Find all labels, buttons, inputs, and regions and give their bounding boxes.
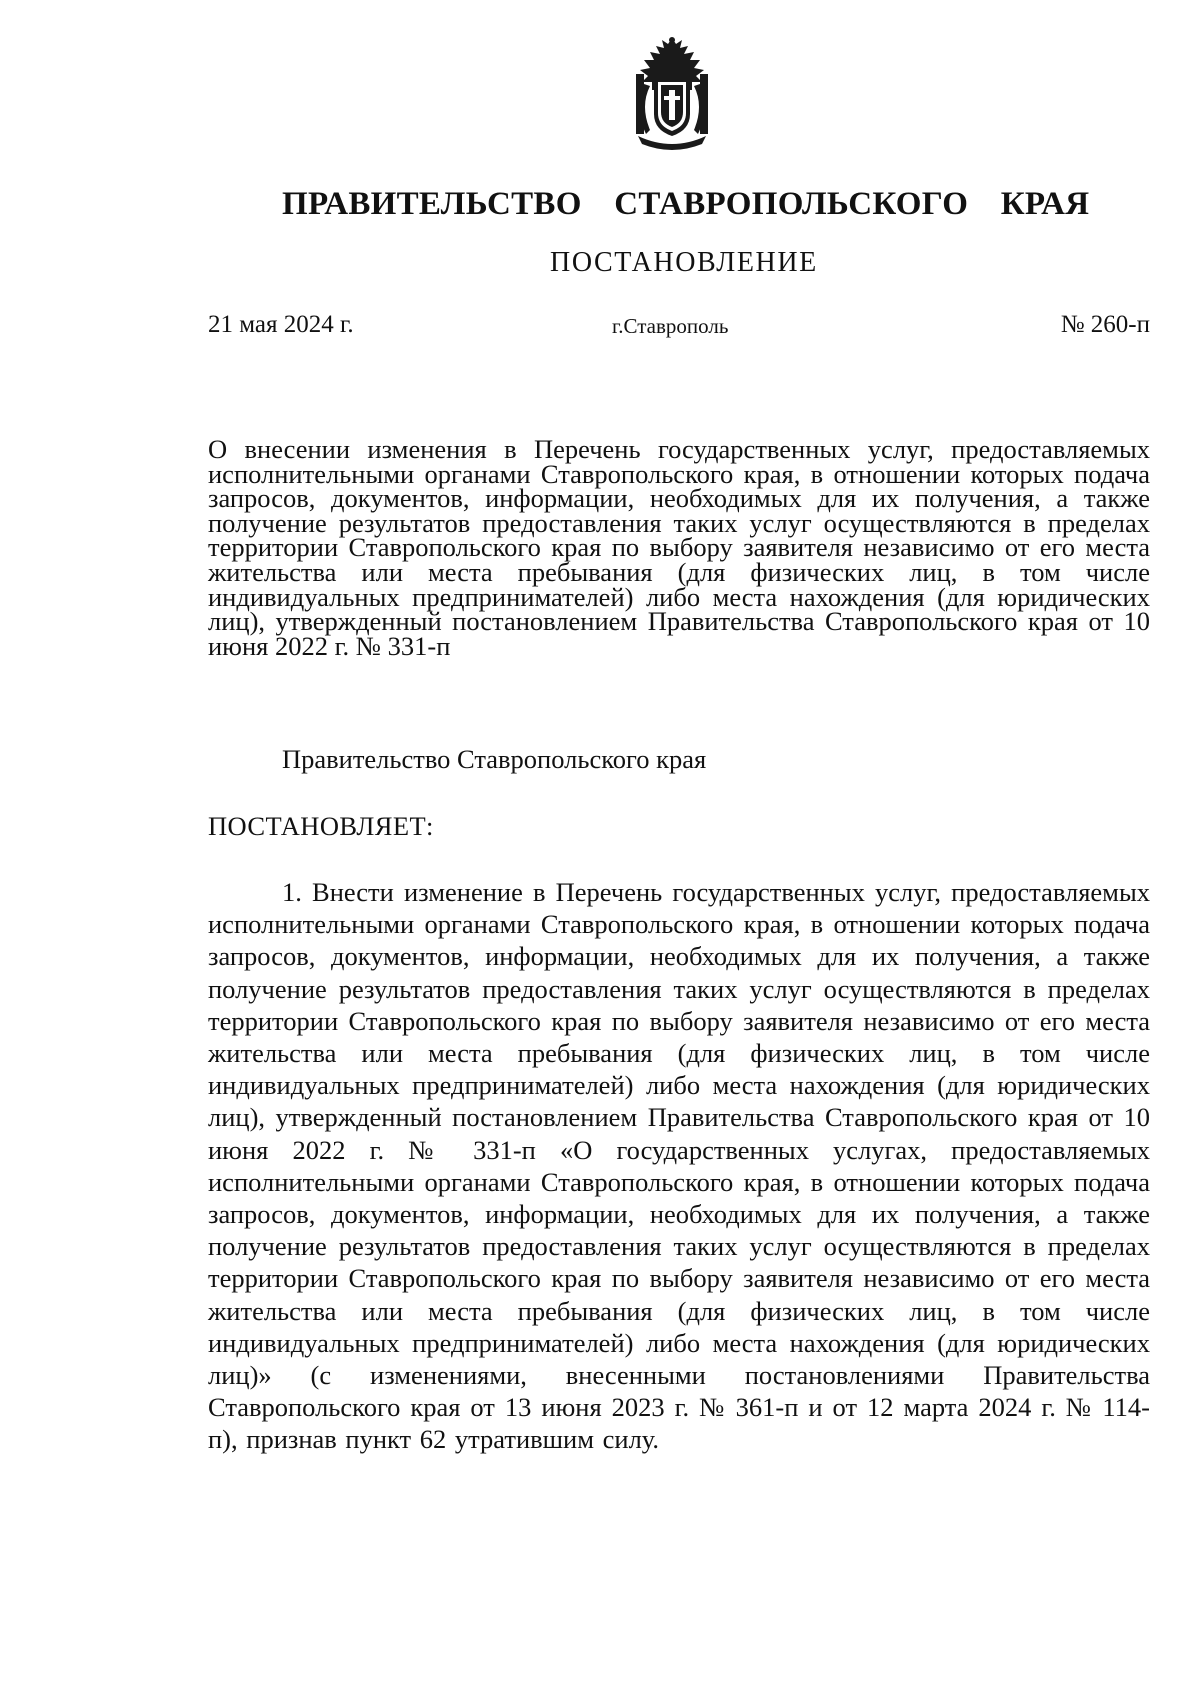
clause-1: 1. Внести изменение в Перечень государственных услуг, предоставляемых исполнительными органами Ставропольского края, в отношении которых подача запросов, документов, информации, необходимых для их получения, а также получение результатов предоставления таких услуг осуществляются в пределах территории Ставропольского края по выбору заявителя независимо от его места жительства или места пребывания (для физических лиц, в том числе индивидуальных предпринимателей) либо места нахождения (для юридических лиц), утвержденный постановлением Правительства Ставропольского края от 10 июня 2022 г. № 331-п «О государственных услугах, предоставляемых исполнительными органами Ставропольского края, в отношении которых подача запросов, документов, информации, необходимых для их получения, а также получение результатов предоставления таких услуг осуществляются в пределах территории Ставропольского края по выбору заявителя независимо от его места жительства или места пребывания (для физических лиц, в том числе индивидуальных предпринимателей) либо места нахождения (для юридических лиц)» (с изменениями, внесенными постановлениями Правительства Ставропольского края от 13 июня 2023 г. № 361-п и от 12 марта 2024 г. № 114-п), признав пункт 62 утратившим силу.	[208, 877, 1150, 1455]
document-subject: О внесении изменения в Перечень государственных услуг, предоставляемых исполнительными органами Ставропольского края, в отношении которых подача запросов, документов, информации, необходимых для их получения, а также получение результатов предоставления таких услуг осуществляются в пределах территории Ставропольского края по выбору заявителя независимо от его места жительства или места пребывания (для физических лиц, в том числе индивидуальных предпринимателей) либо места нахождения (для юридических лиц), утвержденный постановлением Правительства Ставропольского края от 10 июня 2022 г. № 331-п	[208, 434, 1150, 661]
resolution-heading: ПОСТАНОВЛЯЕТ:	[208, 811, 434, 841]
coat-of-arms-icon	[630, 34, 714, 150]
document-type: ПОСТАНОВЛЕНИЕ	[550, 247, 818, 278]
document-date: 21 мая 2024 г.	[208, 311, 354, 338]
document-city: г.Ставрополь	[612, 314, 729, 338]
organization-title: ПРАВИТЕЛЬСТВО СТАВРОПОЛЬСКОГО КРАЯ	[282, 186, 1090, 222]
document-meta-row	[208, 311, 1150, 345]
document-number: № 260-п	[1060, 311, 1150, 338]
issuing-authority: Правительство Ставропольского края	[282, 744, 707, 774]
